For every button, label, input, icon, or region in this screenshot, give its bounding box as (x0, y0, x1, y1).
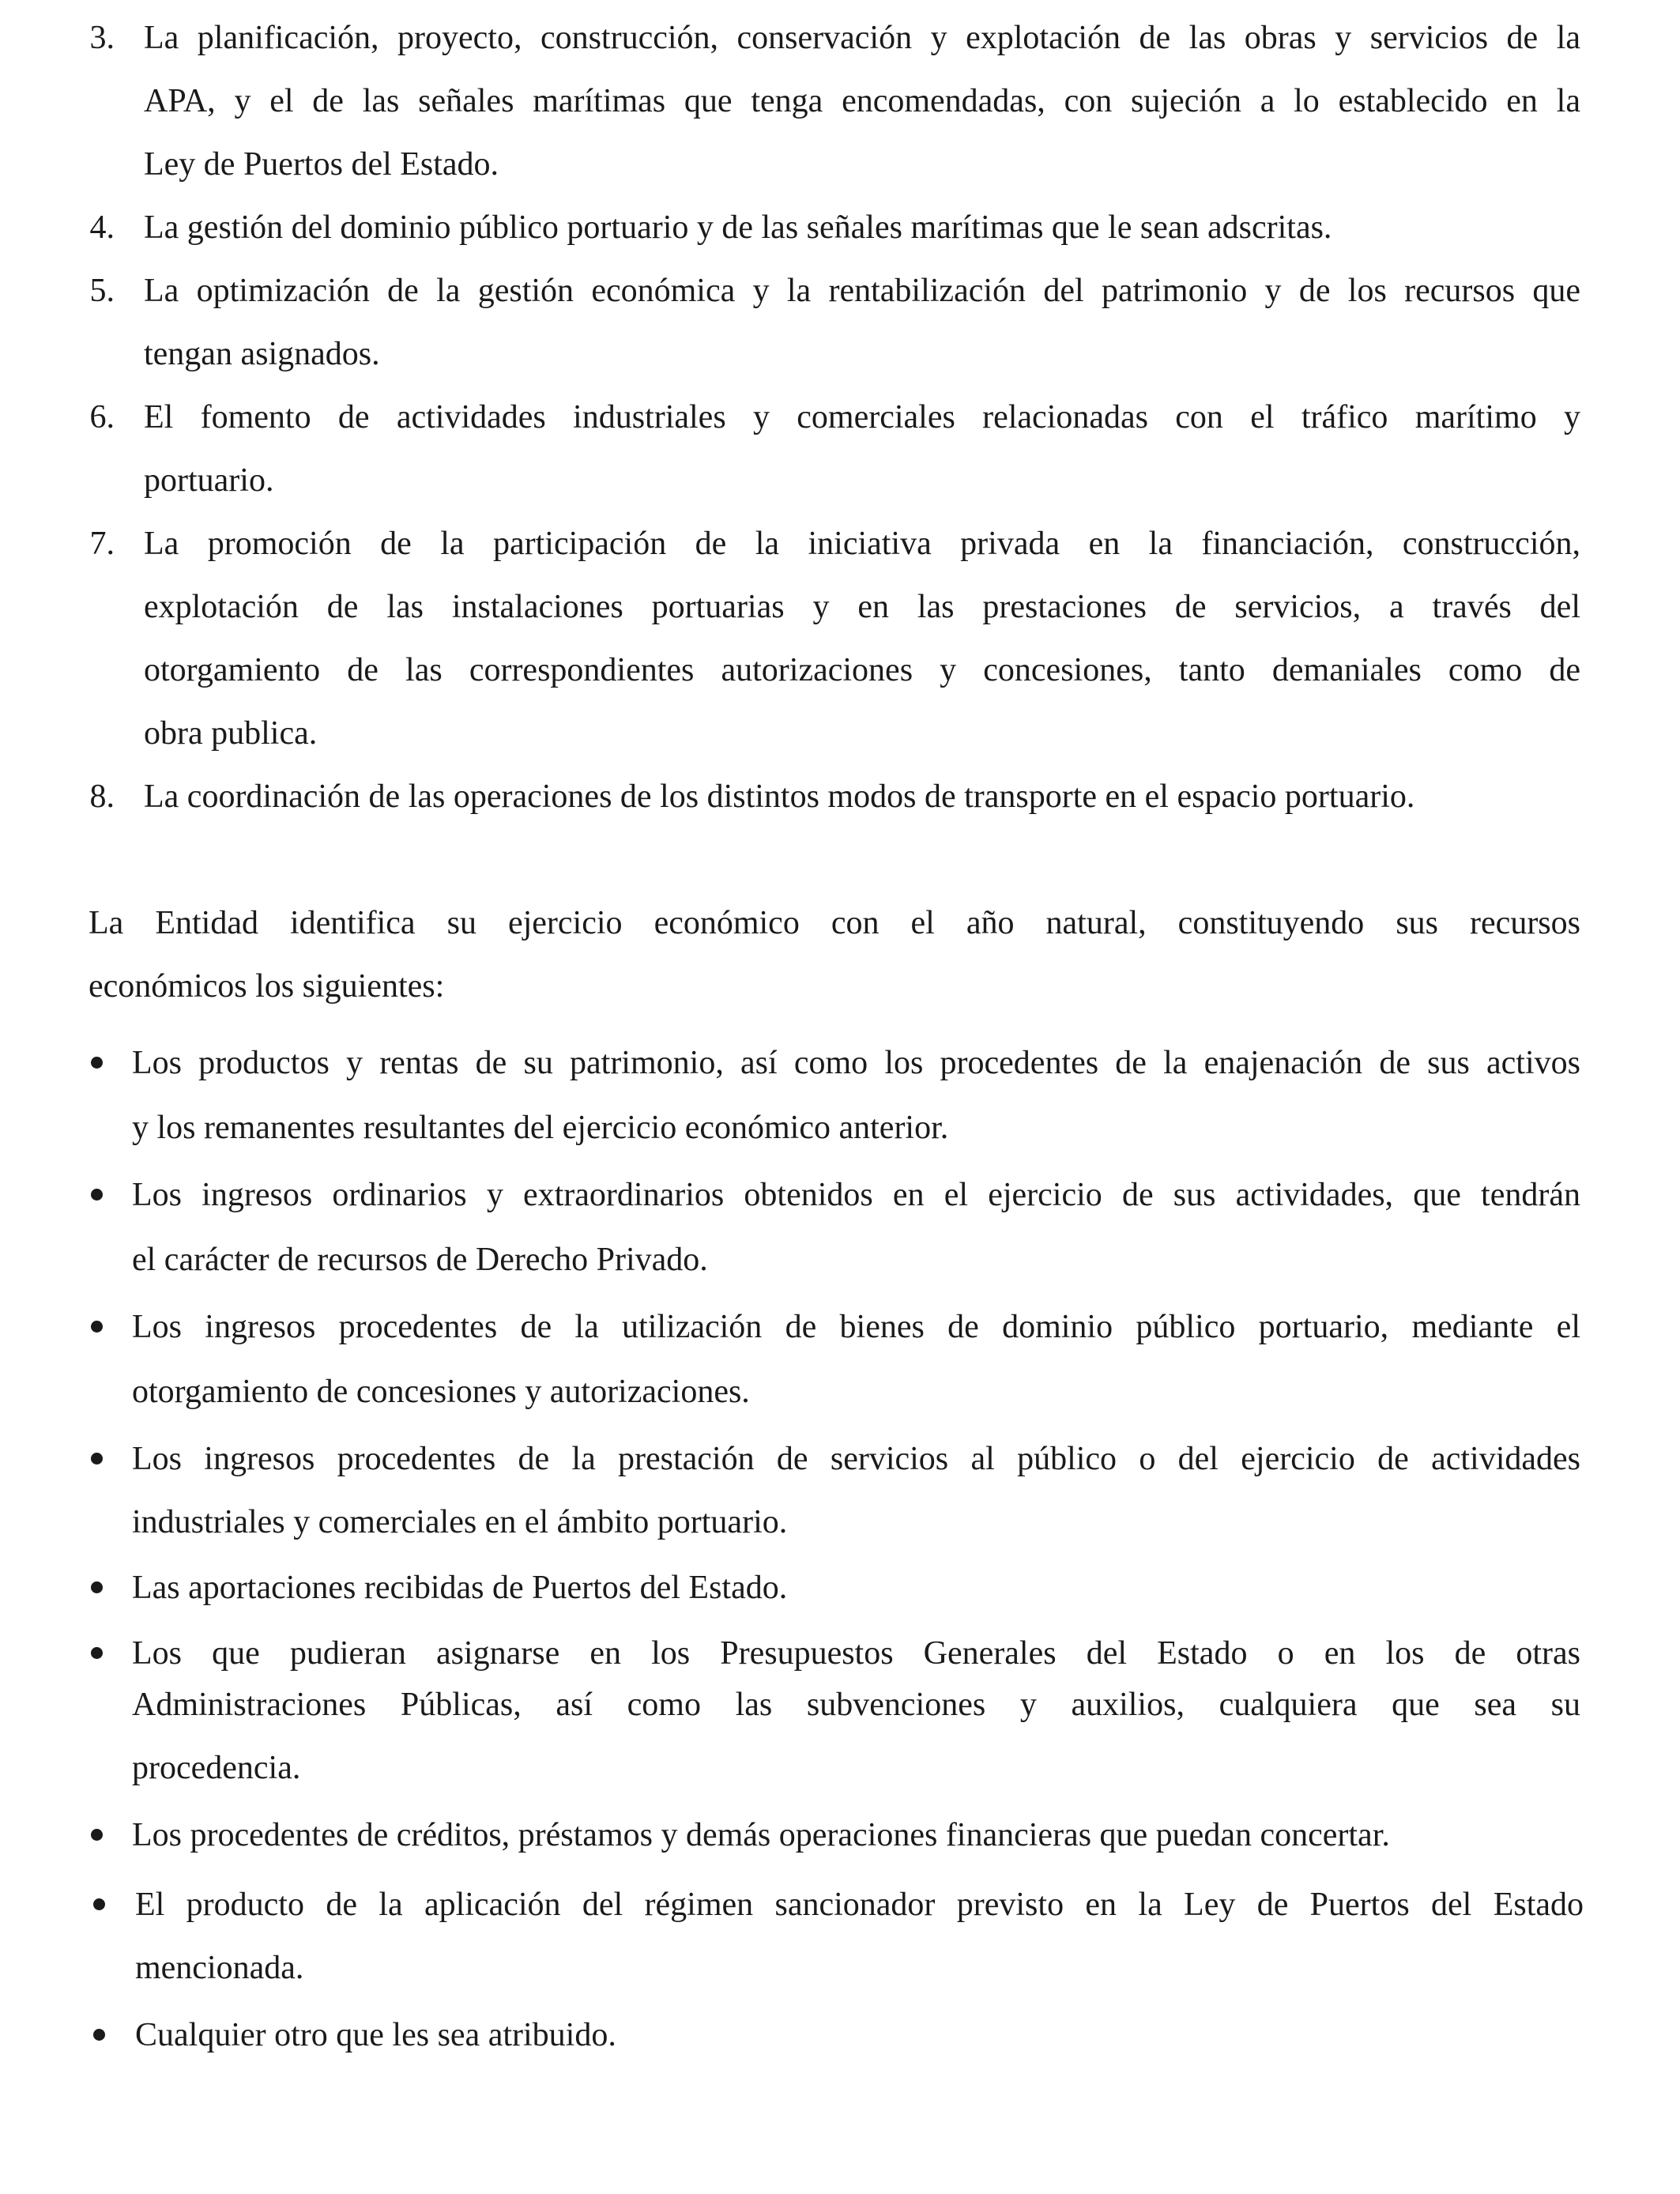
list-number: 6. (89, 399, 115, 435)
bullet-item-line: Las aportaciones recibidas de Puertos del Estado. (132, 1570, 788, 1606)
bullet-item-line: Los ingresos procedentes de la prestación de servicios al público o del ejercicio de actividades (132, 1441, 1580, 1477)
paragraph-line: económicos los siguientes: (89, 968, 445, 1005)
bullet-icon (91, 1581, 103, 1593)
list-item-line: APA, y el de las señales marítimas que tenga encomendadas, con sujeción a lo establecido en la (144, 83, 1580, 119)
bullet-icon (91, 1057, 103, 1069)
bullet-item-line: Los productos y rentas de su patrimonio, así como los procedentes de la enajenación de sus activos (132, 1045, 1580, 1081)
paragraph-line: La Entidad identifica su ejercicio económico con el año natural, constituyendo sus recursos (89, 905, 1580, 941)
list-item-line: La optimización de la gestión económica y la rentabilización del patrimonio y de los recursos que (144, 273, 1580, 309)
bullet-icon (91, 1829, 103, 1841)
list-item-line: La coordinación de las operaciones de los distintos modos de transporte en el espacio portuario. (144, 778, 1415, 815)
bullet-item-line: industriales y comerciales en el ámbito portuario. (132, 1504, 788, 1540)
bullet-item-line: el carácter de recursos de Derecho Privado. (132, 1242, 708, 1278)
list-item-line: La gestión del dominio público portuario y de las señales marítimas que le sean adscritas. (144, 209, 1332, 246)
list-number: 4. (89, 209, 115, 246)
list-item-line: otorgamiento de las correspondientes autorizaciones y concesiones, tanto demaniales como de (144, 652, 1580, 688)
list-item-line: tengan asignados. (144, 336, 380, 372)
bullet-icon (91, 1647, 103, 1659)
bullet-item-line: Los ingresos procedentes de la utilización de bienes de dominio público portuario, mediante el (132, 1309, 1580, 1345)
list-item-line: La planificación, proyecto, construcción, conservación y explotación de las obras y servicios de la (144, 20, 1580, 56)
bullet-item-line: Cualquier otro que les sea atribuido. (135, 2017, 616, 2053)
bullet-item-line: El producto de la aplicación del régimen sancionador previsto en la Ley de Puertos del Estado (135, 1887, 1584, 1923)
list-item-line: obra publica. (144, 715, 318, 752)
bullet-item-line: mencionada. (135, 1950, 304, 1986)
list-item-line: portuario. (144, 462, 274, 499)
bullet-item-line: procedencia. (132, 1750, 301, 1786)
list-number: 7. (89, 526, 115, 562)
list-item-line: explotación de las instalaciones portuarias y en las prestaciones de servicios, a través del (144, 589, 1580, 625)
list-number: 8. (89, 778, 115, 815)
list-number: 5. (89, 273, 115, 309)
bullet-icon (93, 1898, 105, 1910)
bullet-item-line: Los procedentes de créditos, préstamos y demás operaciones financieras que puedan concertar. (132, 1817, 1390, 1853)
list-item-line: Ley de Puertos del Estado. (144, 146, 499, 183)
bullet-item-line: Los que pudieran asignarse en los Presupuestos Generales del Estado o en los de otras (132, 1635, 1580, 1672)
bullet-icon (91, 1321, 103, 1333)
bullet-item-line: Los ingresos ordinarios y extraordinarios obtenidos en el ejercicio de sus actividades, que tendrán (132, 1177, 1580, 1213)
bullet-item-line: y los remanentes resultantes del ejercicio económico anterior. (132, 1110, 949, 1146)
bullet-icon (91, 1453, 103, 1465)
list-item-line: El fomento de actividades industriales y comerciales relacionadas con el tráfico marítimo y (144, 399, 1580, 435)
bullet-item-line: Administraciones Públicas, así como las subvenciones y auxilios, cualquiera que sea su (132, 1687, 1580, 1723)
bullet-icon (93, 2029, 105, 2041)
list-item-line: La promoción de la participación de la iniciativa privada en la financiación, construcción, (144, 526, 1580, 562)
list-number: 3. (89, 20, 115, 56)
bullet-icon (91, 1189, 103, 1201)
bullet-item-line: otorgamiento de concesiones y autorizaciones. (132, 1374, 750, 1410)
